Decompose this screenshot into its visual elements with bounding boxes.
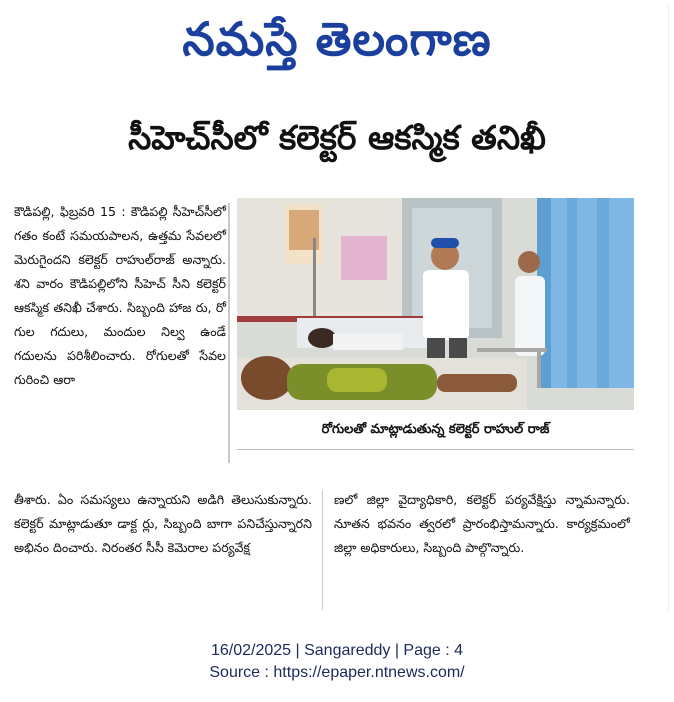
footer-source-line: Source : https://epaper.ntnews.com/	[209, 664, 465, 681]
footer-date-line: 16/02/2025 | Sangareddy | Page : 4	[210, 642, 464, 659]
article-bottom-right-column	[334, 488, 630, 560]
newspaper-masthead: నమస్తే తెలంగాణ	[182, 12, 492, 66]
column-divider	[322, 490, 323, 610]
article-paragraph: తీశారు. ఏం సమస్యలు ఉన్నాయని అడిగి తెలుసుకున్నారు. కలెక్టర్ మాట్లాడుతూ డాక్ట ర్లు, సిబ్బంది బాగా పనిచేస్తున్నారని అభినం దించారు. నిరంతర సీసీ కెమెరాల పర్యవేక్ష	[14, 492, 312, 555]
article-paragraph: కౌడిపల్లి, ఫిబ్రవరి 15 : కౌడిపల్లి సీహెచ్‌సీలో గతం కంటే సమయపాలన, ఉత్తమ సేవలలో మెరుగైందని కలెక్టర్ రాహుల్‌రాజ్ అన్నారు. శని వారం కౌడిపల్లిలోని సీహెచ్ సీని కలెక్టర్ ఆకస్మిక తనిఖీ చేశారు. సిబ్బంది హాజ రు, రో గుల గదులు, మందుల నిల్వ ఉండే గదులను పరిశీలించారు. రోగులతో సేవల గురించి ఆరా	[14, 204, 226, 387]
photo-caption: రోగులతో మాట్లాడుతున్న కలెక్టర్ రాహుల్ రాజ్	[237, 411, 634, 450]
article-photo	[237, 198, 634, 410]
article-paragraph: ణలో జిల్లా వైద్యాధికారి, కలెక్టర్ పర్యవేక్షిస్తు న్నామన్నారు. నూతన భవనం త్వరలో ప్రారంభిస్తామన్నారు. కార్యక్రమంలో జిల్లా అధికారులు, సిబ్బంది పాల్గొన్నారు.	[334, 492, 630, 555]
footer	[0, 640, 674, 684]
article-headline: సీహెచ్‌సీలో కలెక్టర్ ఆకస్మిక తనిఖీ	[128, 118, 546, 157]
article-left-column	[14, 200, 226, 392]
article-bottom-left-column	[14, 488, 312, 560]
hospital-ward-photo	[237, 198, 634, 410]
column-divider	[228, 203, 230, 463]
